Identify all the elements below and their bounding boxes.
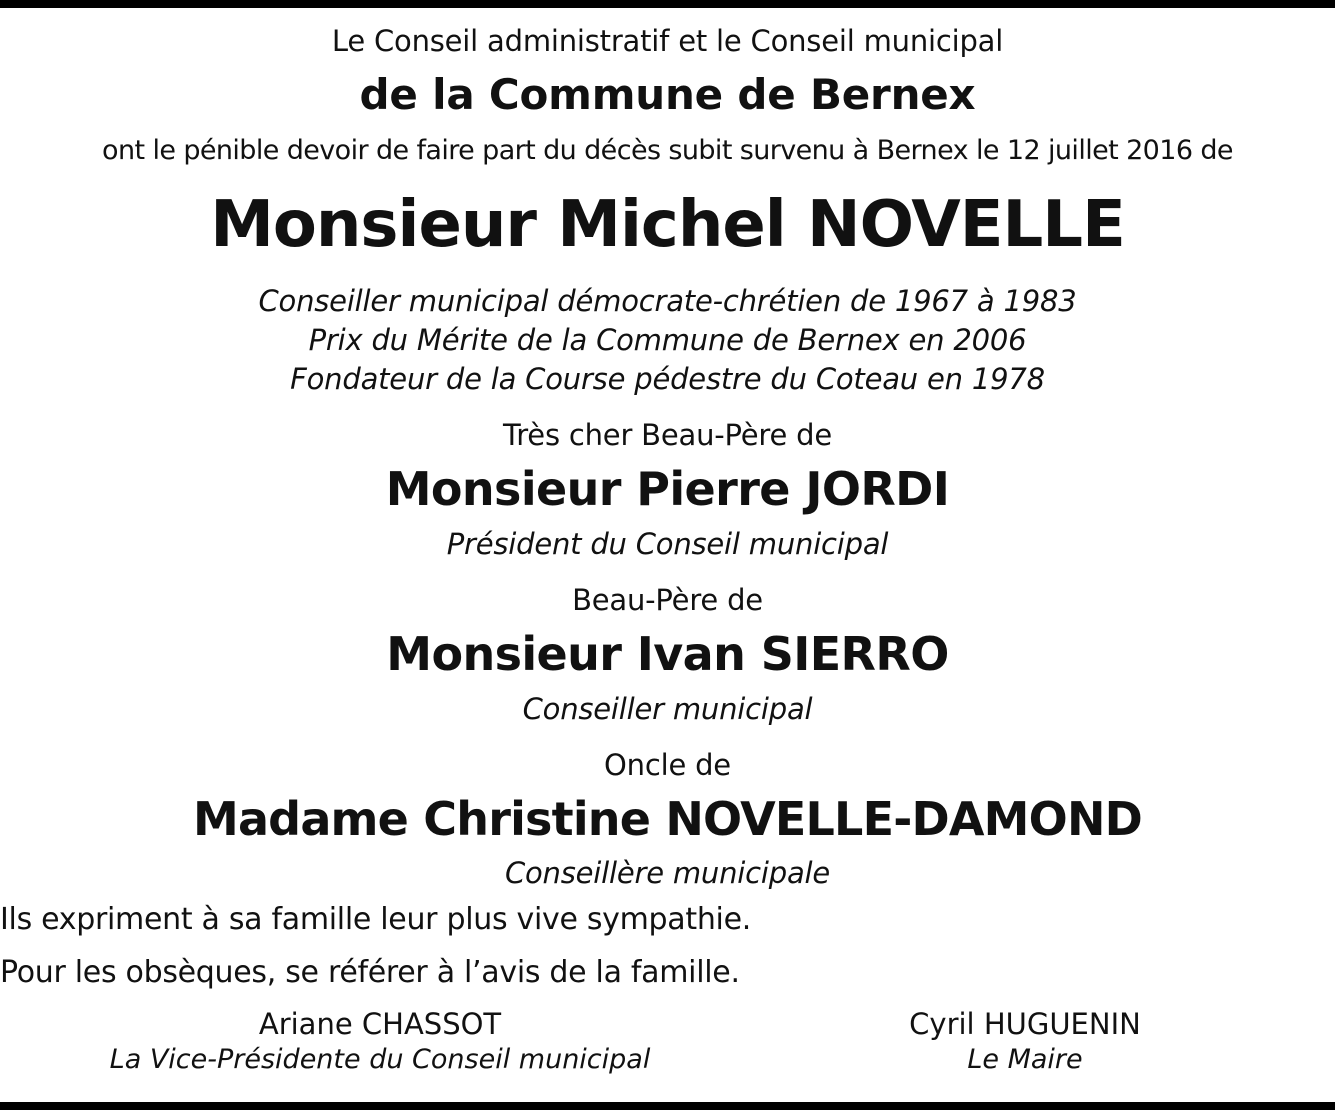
relation-1-name: Monsieur Pierre JORDI [385,462,950,516]
relation-2-role: Conseiller municipal [522,692,813,726]
bottom-border-rule [0,1102,1335,1110]
signature-block-vice-president [90,1006,670,1078]
relation-3-role: Conseillère municipale [504,856,831,890]
top-border-rule [0,0,1335,8]
signature-role: La Vice-Présidente du Conseil municipal [109,1044,651,1075]
relation-3-name: Madame Christine NOVELLE-DAMOND [192,792,1143,846]
signature-name: Cyril HUGUENIN [909,1007,1141,1041]
deceased-title-3: Fondateur de la Course pédestre du Coteau en 1978 [290,362,1045,396]
signature-role: Le Maire [967,1044,1083,1075]
relation-2-name: Monsieur Ivan SIERRO [386,627,949,681]
relation-1-role: Président du Conseil municipal [446,527,889,561]
deceased-title-2: Prix du Mérite de la Commune de Bernex en 2006 [308,323,1027,357]
deceased-name: Monsieur Michel NOVELLE [210,188,1125,262]
closing-sympathy: Ils expriment à sa famille leur plus vive sympathie. [0,902,751,937]
closing-funeral: Pour les obsèques, se référer à l’avis de la famille. [0,955,740,990]
relation-2-label: Beau-Père de [572,583,763,617]
signature-name: Ariane CHASSOT [258,1007,502,1041]
deceased-title-1: Conseiller municipal démocrate-chrétien de 1967 à 1983 [258,284,1077,318]
header-commune: de la Commune de Bernex [359,70,976,119]
header-line-1: Le Conseil administratif et le Conseil municipal [331,24,1004,58]
header-announcement: ont le pénible devoir de faire part du décès subit survenu à Bernex le 12 juillet 2016 de [102,135,1233,166]
relation-1-label: Très cher Beau-Père de [502,418,833,452]
relation-3-label: Oncle de [604,748,731,782]
signature-block-mayor [885,1006,1165,1078]
